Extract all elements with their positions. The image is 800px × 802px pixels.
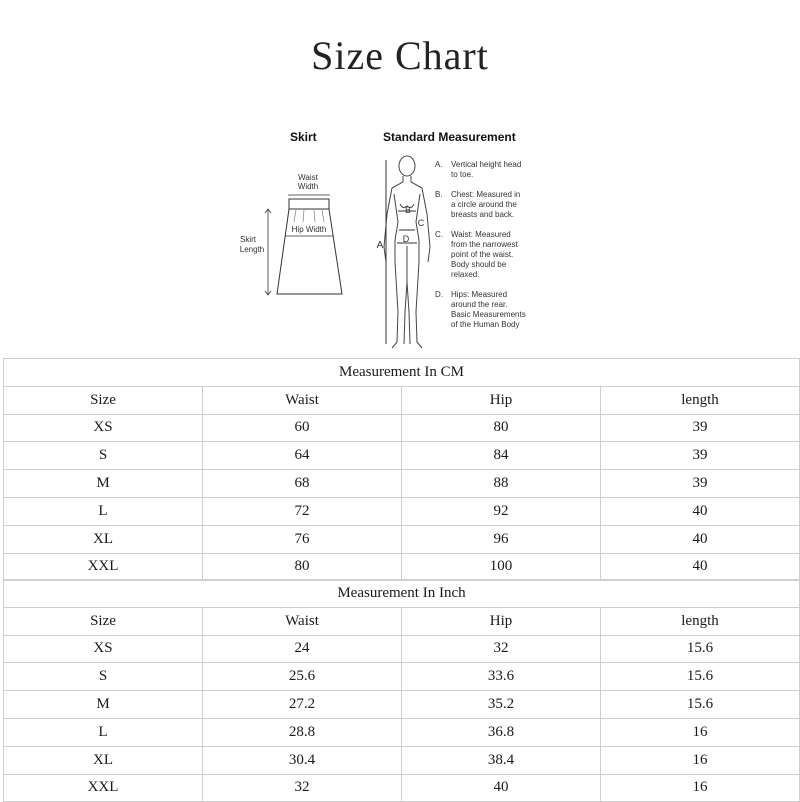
column-header-hip: Hip (402, 386, 601, 414)
cell-size: XS (4, 414, 203, 442)
cell-hip: 40 (402, 774, 601, 802)
table-header-row (4, 607, 800, 635)
cell-hip: 38.4 (402, 746, 601, 774)
column-header-hip: Hip (402, 607, 601, 635)
note-b-line-1: Chest: Measured in (451, 190, 521, 199)
table-row (4, 746, 800, 774)
body-silhouette (384, 156, 430, 348)
cell-waist: 68 (203, 470, 402, 498)
measurement-notes (435, 160, 526, 329)
note-c-line-5: relaxed. (451, 270, 480, 279)
hip-width-label: Hip Width (291, 225, 327, 234)
cell-length: 15.6 (601, 663, 800, 691)
cell-waist: 64 (203, 442, 402, 470)
cell-length: 39 (601, 414, 800, 442)
cell-waist: 25.6 (203, 663, 402, 691)
waist-width-label-2: Width (297, 182, 319, 191)
note-c-line-3: point of the waist. (451, 250, 514, 259)
note-c-line-1: Waist: Measured (451, 230, 511, 239)
cell-waist: 80 (203, 553, 402, 581)
cell-length: 15.6 (601, 691, 800, 719)
cell-size: S (4, 663, 203, 691)
note-letter-c: C. (435, 230, 443, 239)
table-row (4, 470, 800, 498)
cell-waist: 32 (203, 774, 402, 802)
table-caption-row (4, 359, 800, 387)
cell-length: 16 (601, 718, 800, 746)
table-row (4, 525, 800, 553)
table-row (4, 635, 800, 663)
cell-size: L (4, 718, 203, 746)
cell-waist: 76 (203, 525, 402, 553)
skirt-heading: Skirt (290, 130, 317, 144)
cell-waist: 30.4 (203, 746, 402, 774)
note-b-line-2: a circle around the (451, 200, 517, 209)
cell-waist: 24 (203, 635, 402, 663)
note-c-line-2: from the narrowest (451, 240, 518, 249)
cell-size: XL (4, 746, 203, 774)
cell-length: 16 (601, 774, 800, 802)
cell-length: 15.6 (601, 635, 800, 663)
cell-hip: 80 (402, 414, 601, 442)
note-d-line-3: Basic Measurements (451, 310, 526, 319)
column-header-size: Size (4, 607, 203, 635)
note-letter-b: B. (435, 190, 443, 199)
column-header-waist: Waist (203, 607, 402, 635)
page-title: Size Chart (311, 33, 489, 78)
table-row (4, 553, 800, 581)
column-header-length: length (601, 386, 800, 414)
cell-size: XS (4, 635, 203, 663)
cell-hip: 84 (402, 442, 601, 470)
note-d-line-4: of the Human Body (451, 320, 520, 329)
table-header-row (4, 386, 800, 414)
body-letter-d: D (402, 234, 410, 244)
cell-size: M (4, 470, 203, 498)
table-row (4, 442, 800, 470)
size-table-inch (3, 579, 800, 802)
cell-length: 39 (601, 470, 800, 498)
cell-size: S (4, 442, 203, 470)
column-header-length: length (601, 607, 800, 635)
skirt-length-label-1: Skirt (240, 235, 256, 244)
cell-waist: 27.2 (203, 691, 402, 719)
cell-hip: 88 (402, 470, 601, 498)
skirt-illustration (240, 173, 342, 295)
cell-waist: 72 (203, 497, 402, 525)
table-row (4, 414, 800, 442)
cell-hip: 36.8 (402, 718, 601, 746)
measurement-diagram (232, 122, 552, 354)
column-header-waist: Waist (203, 386, 402, 414)
table-row (4, 663, 800, 691)
column-header-size: Size (4, 386, 203, 414)
body-letter-a: A (376, 240, 384, 251)
table-row (4, 497, 800, 525)
cell-length: 40 (601, 525, 800, 553)
cell-length: 16 (601, 746, 800, 774)
cell-hip: 32 (402, 635, 601, 663)
table-row (4, 691, 800, 719)
table-caption: Measurement In Inch (4, 580, 800, 608)
note-b-line-3: breasts and back. (451, 210, 515, 219)
note-letter-d: D. (435, 290, 443, 299)
cell-hip: 96 (402, 525, 601, 553)
table-row (4, 774, 800, 802)
cell-hip: 100 (402, 553, 601, 581)
cell-length: 40 (601, 553, 800, 581)
table-row (4, 718, 800, 746)
cell-hip: 33.6 (402, 663, 601, 691)
size-table-cm (3, 358, 800, 581)
note-c-line-4: Body should be (451, 260, 507, 269)
note-d-line-2: around the rear. (451, 300, 508, 309)
cell-length: 40 (601, 497, 800, 525)
cell-size: XXL (4, 553, 203, 581)
note-a-line-1: Vertical height head (451, 160, 522, 169)
cell-size: M (4, 691, 203, 719)
body-letter-c: C (417, 218, 425, 228)
cell-hip: 92 (402, 497, 601, 525)
table-caption-row (4, 580, 800, 608)
standard-measurement-heading: Standard Measurement (383, 130, 516, 144)
note-a-line-2: to toe. (451, 170, 474, 179)
skirt-length-label-2: Length (239, 245, 265, 254)
note-letter-a: A. (435, 160, 443, 169)
cell-size: L (4, 497, 203, 525)
note-d-line-1: Hips: Measured (451, 290, 508, 299)
cell-length: 39 (601, 442, 800, 470)
cell-waist: 60 (203, 414, 402, 442)
body-letter-b: B (404, 205, 412, 215)
cell-waist: 28.8 (203, 718, 402, 746)
cell-size: XL (4, 525, 203, 553)
cell-hip: 35.2 (402, 691, 601, 719)
waist-width-label-1: Waist (298, 173, 318, 182)
table-caption: Measurement In CM (4, 359, 800, 387)
cell-size: XXL (4, 774, 203, 802)
